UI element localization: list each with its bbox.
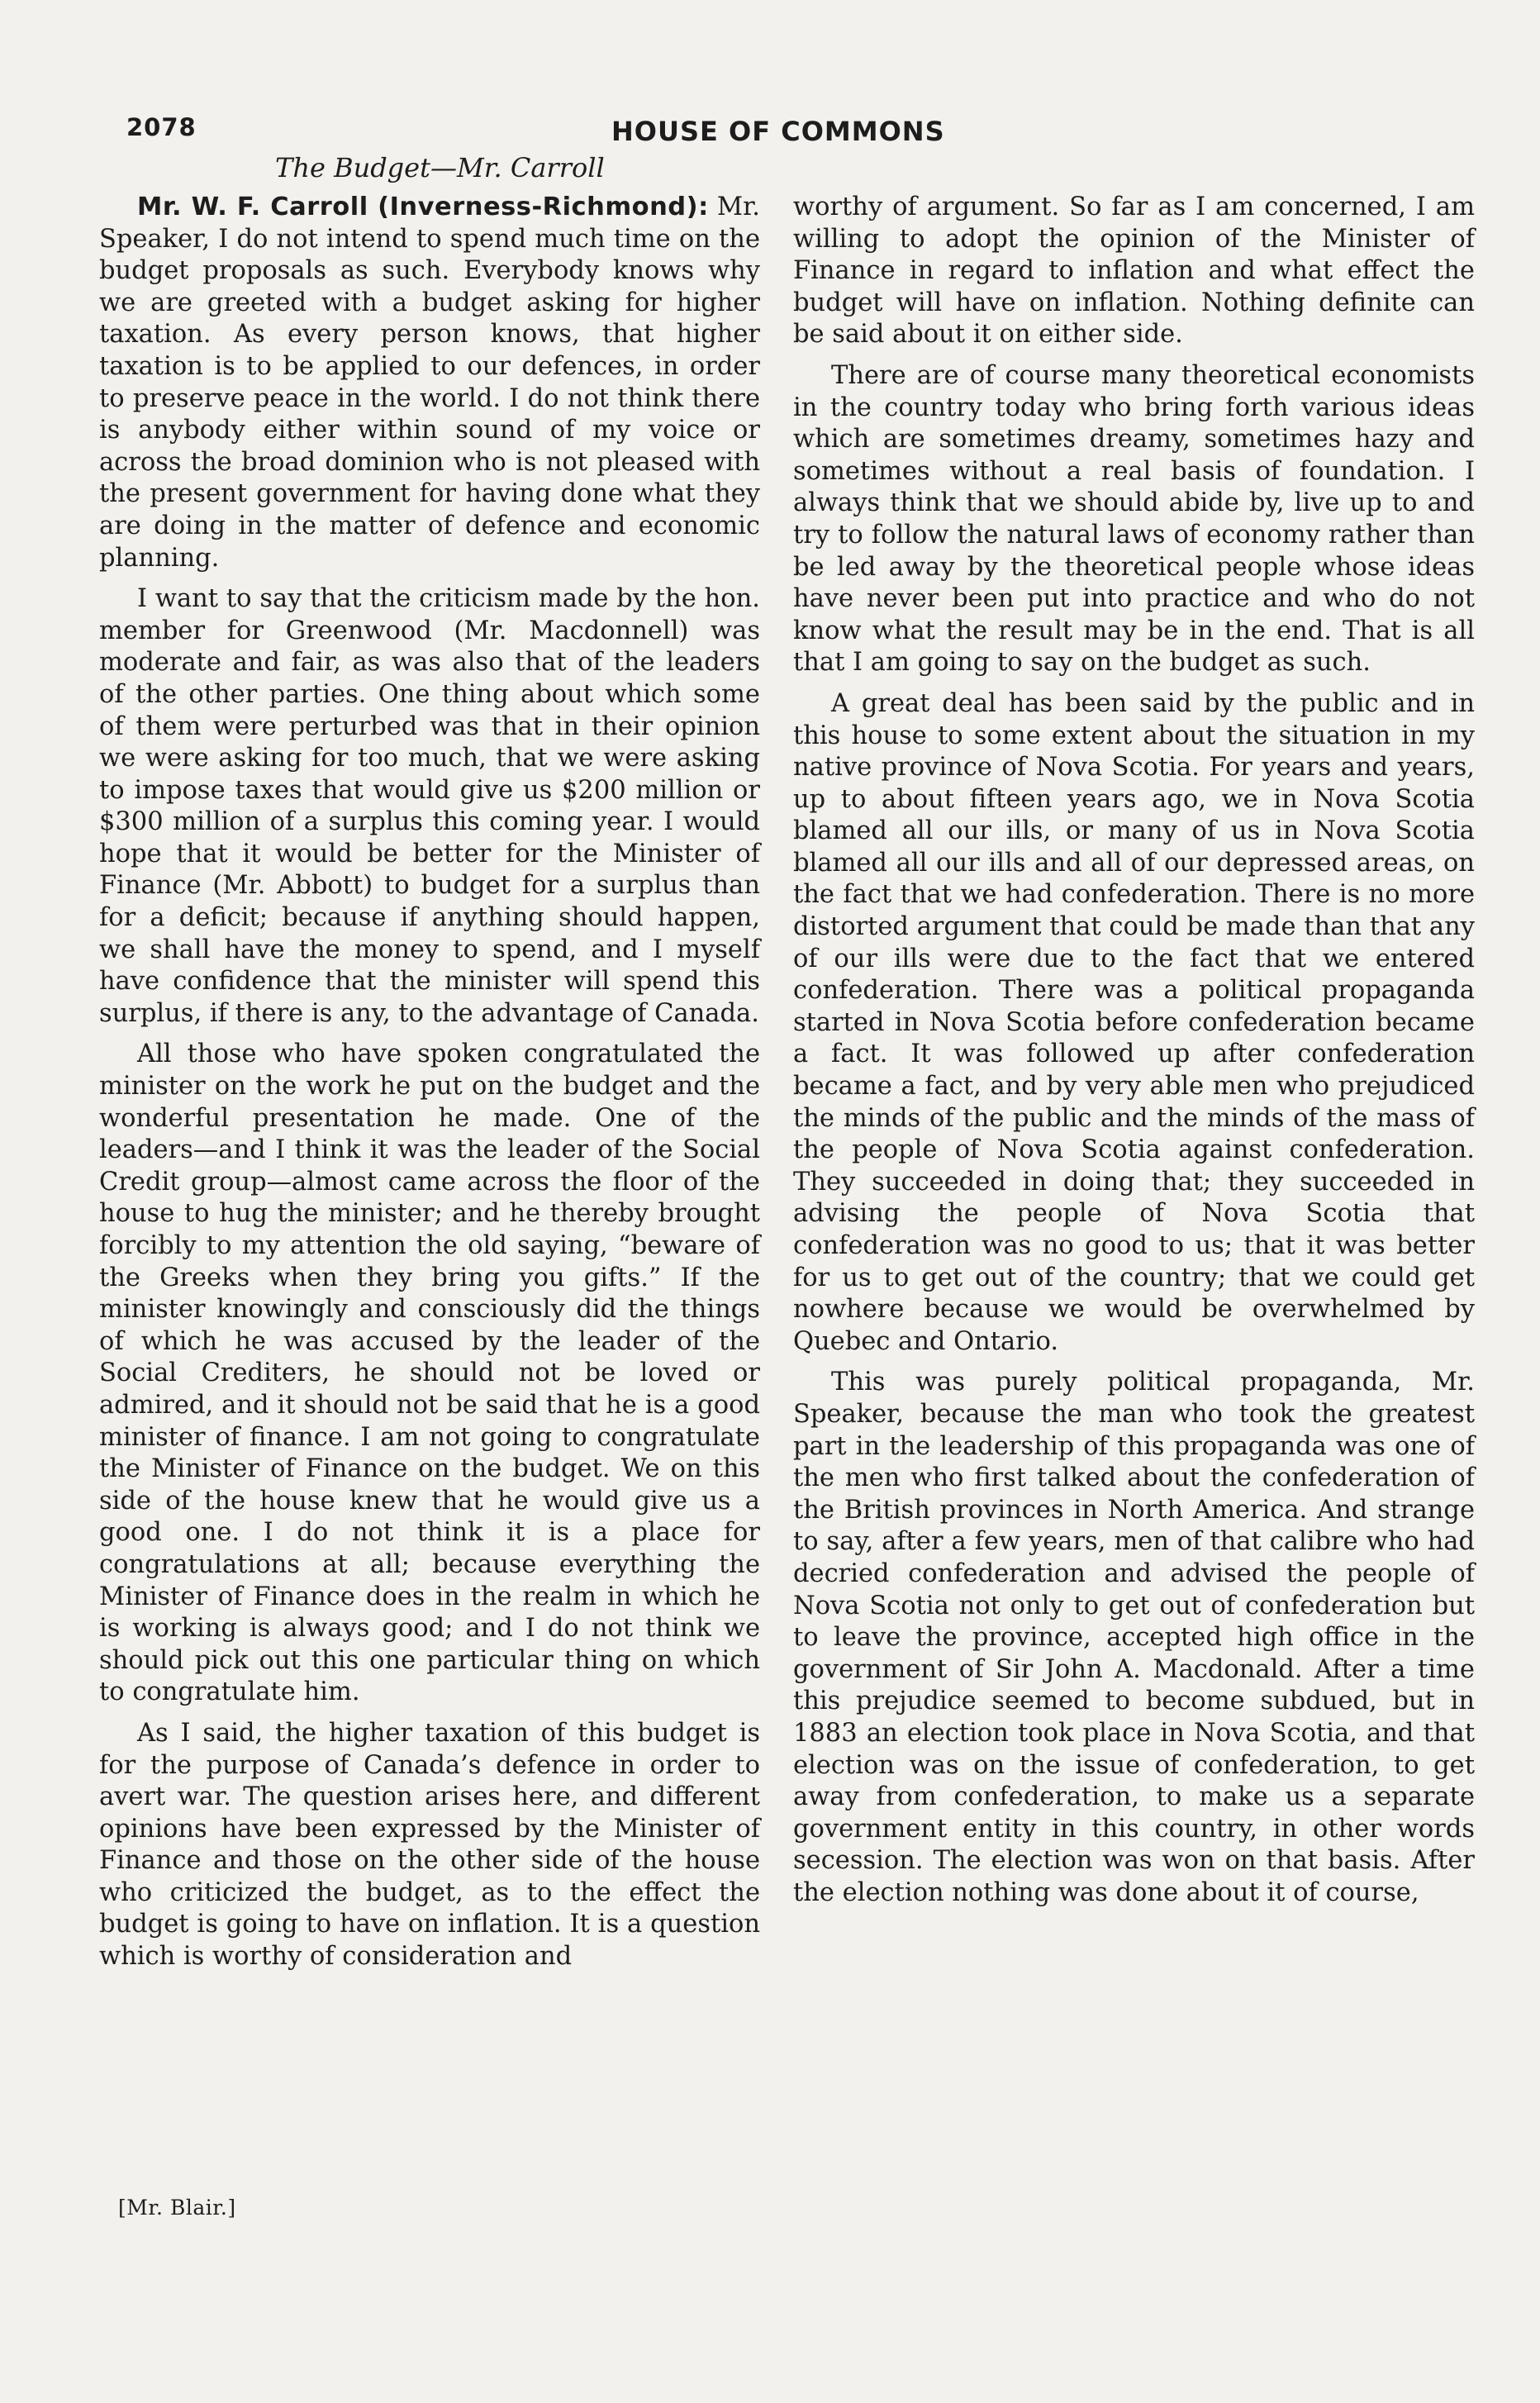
- paragraph: This was purely political propaganda, Mr. Speaker, because the man who took the greatest part in the leadership of this propaganda was one of the men who first talked about the confederation of the British provinces in North America. And strange to say, after a few years, men of that calibre who had decried confederation and advised the people of Nova Scotia not only to get out of confederation but to leave the province, accepted high office in the government of Sir John A. Macdonald. After a time this prejudice seemed to become subdued, but in 1883 an election took place in Nova Scotia, and that election was on the issue of confederation, to get away from confederation, to make us a separate government entity in this country, in other words secession. The election was won on that basis. After the election nothing was done about it of course,: [793, 1368, 1475, 1907]
- paragraph: worthy of argument. So far as I am concerned, I am willing to adopt the opinion of the Minister of Finance in regard to inflation and what effect the budget will have on inflation. Nothing definite can be said about it on either side.: [793, 193, 1475, 350]
- left-column: [99, 192, 760, 1982]
- paragraph: As I said, the higher taxation of this budget is for the purpose of Canada’s defence in order to avert war. The question arises here, and different opinions have been expressed by the Minister of Finance and those on the other side of the house who criticized the budget, as to the effect the budget is going to have on inflation. It is a question which is worthy of consideration and: [99, 1718, 760, 1972]
- footer-note: [Mr. Blair.]: [118, 2196, 236, 2220]
- page-number: 2078: [126, 113, 197, 141]
- paragraph: I want to say that the criticism made by the hon. member for Greenwood (Mr. Macdonnell) was moderate and fair, as was also that of the leaders of the other parties. One thing about which some of them were perturbed was that in their opinion we were asking for too much, that we were asking to impose taxes that would give us $200 million or $300 million of a surplus this coming year. I would hope that it would be better for the Minister of Finance (Mr. Abbott) to budget for a surplus than for a deficit; because if anything should happen, we shall have the money to spend, and I myself have confidence that the minister will spend this surplus, if there is any, to the advantage of Canada.: [99, 584, 760, 1028]
- paragraph: All those who have spoken congratulated the minister on the work he put on the budget and the wonderful presentation he made. One of the leaders—and I think it was the leader of the Social Credit group—almost came across the floor of the house to hug the minister; and he thereby brought forcibly to my attention the old saying, “beware of the Greeks when they bring you gifts.” If the minister knowingly and consciously did the things of which he was accused by the leader of the Social Crediters, he should not be loved or admired, and it should not be said that he is a good minister of finance. I am not going to congratulate the Minister of Finance on the budget. We on this side of the house knew that he would give us a good one. I do not think it is a place for congratulations at all; because everything the Minister of Finance does in the realm in which he is working is always good; and I do not think we should pick out this one particular thing on which to congratulate him.: [99, 1040, 760, 1707]
- speaker-name: Mr. W. F. Carroll (Inverness-Richmond):: [137, 193, 709, 221]
- section-subtitle: The Budget—Mr. Carroll: [275, 152, 605, 183]
- paragraph: [99, 192, 760, 574]
- paragraph: A great deal has been said by the public and in this house to some extent about the situation in my native province of Nova Scotia. For years and years, up to about fifteen years ago, we in Nova Scotia blamed all our ills, or many of us in Nova Scotia blamed all our ills and all of our depressed areas, on the fact that we had confederation. There is no more distorted argument that could be made than that any of our ills were due to the fact that we entered confederation. There was a political propaganda started in Nova Scotia before confederation became a fact. It was followed up after confederation became a fact, and by very able men who prejudiced the minds of the public and the minds of the mass of the people of Nova Scotia against confederation. They succeeded in doing that; they succeeded in advising the people of Nova Scotia that confederation was no good to us; that it was better for us to get out of the country; that we could get nowhere because we would be overwhelmed by Quebec and Ontario.: [793, 688, 1475, 1356]
- paragraph-text: Mr. Speaker, I do not intend to spend much time on the budget proposals as such. Everybody knows why we are greeted with a budget asking for higher taxation. As every person knows, that higher taxation is to be applied to our defences, in order to preserve peace in the world. I do not think there is anybody either within sound of my voice or across the broad dominion who is not pleased with the present government for having done what they are doing in the matter of defence and economic planning.: [99, 193, 760, 573]
- right-column: [793, 192, 1475, 1918]
- running-head: HOUSE OF COMMONS: [611, 116, 945, 147]
- paragraph: There are of course many theoretical economists in the country today who bring forth various ideas which are sometimes dreamy, sometimes hazy and sometimes without a real basis of foundation. I always think that we should abide by, live up to and try to follow the natural laws of economy rather than be led away by the theoretical people whose ideas have never been put into practice and who do not know what the result may be in the end. That is all that I am going to say on the budget as such.: [793, 360, 1475, 678]
